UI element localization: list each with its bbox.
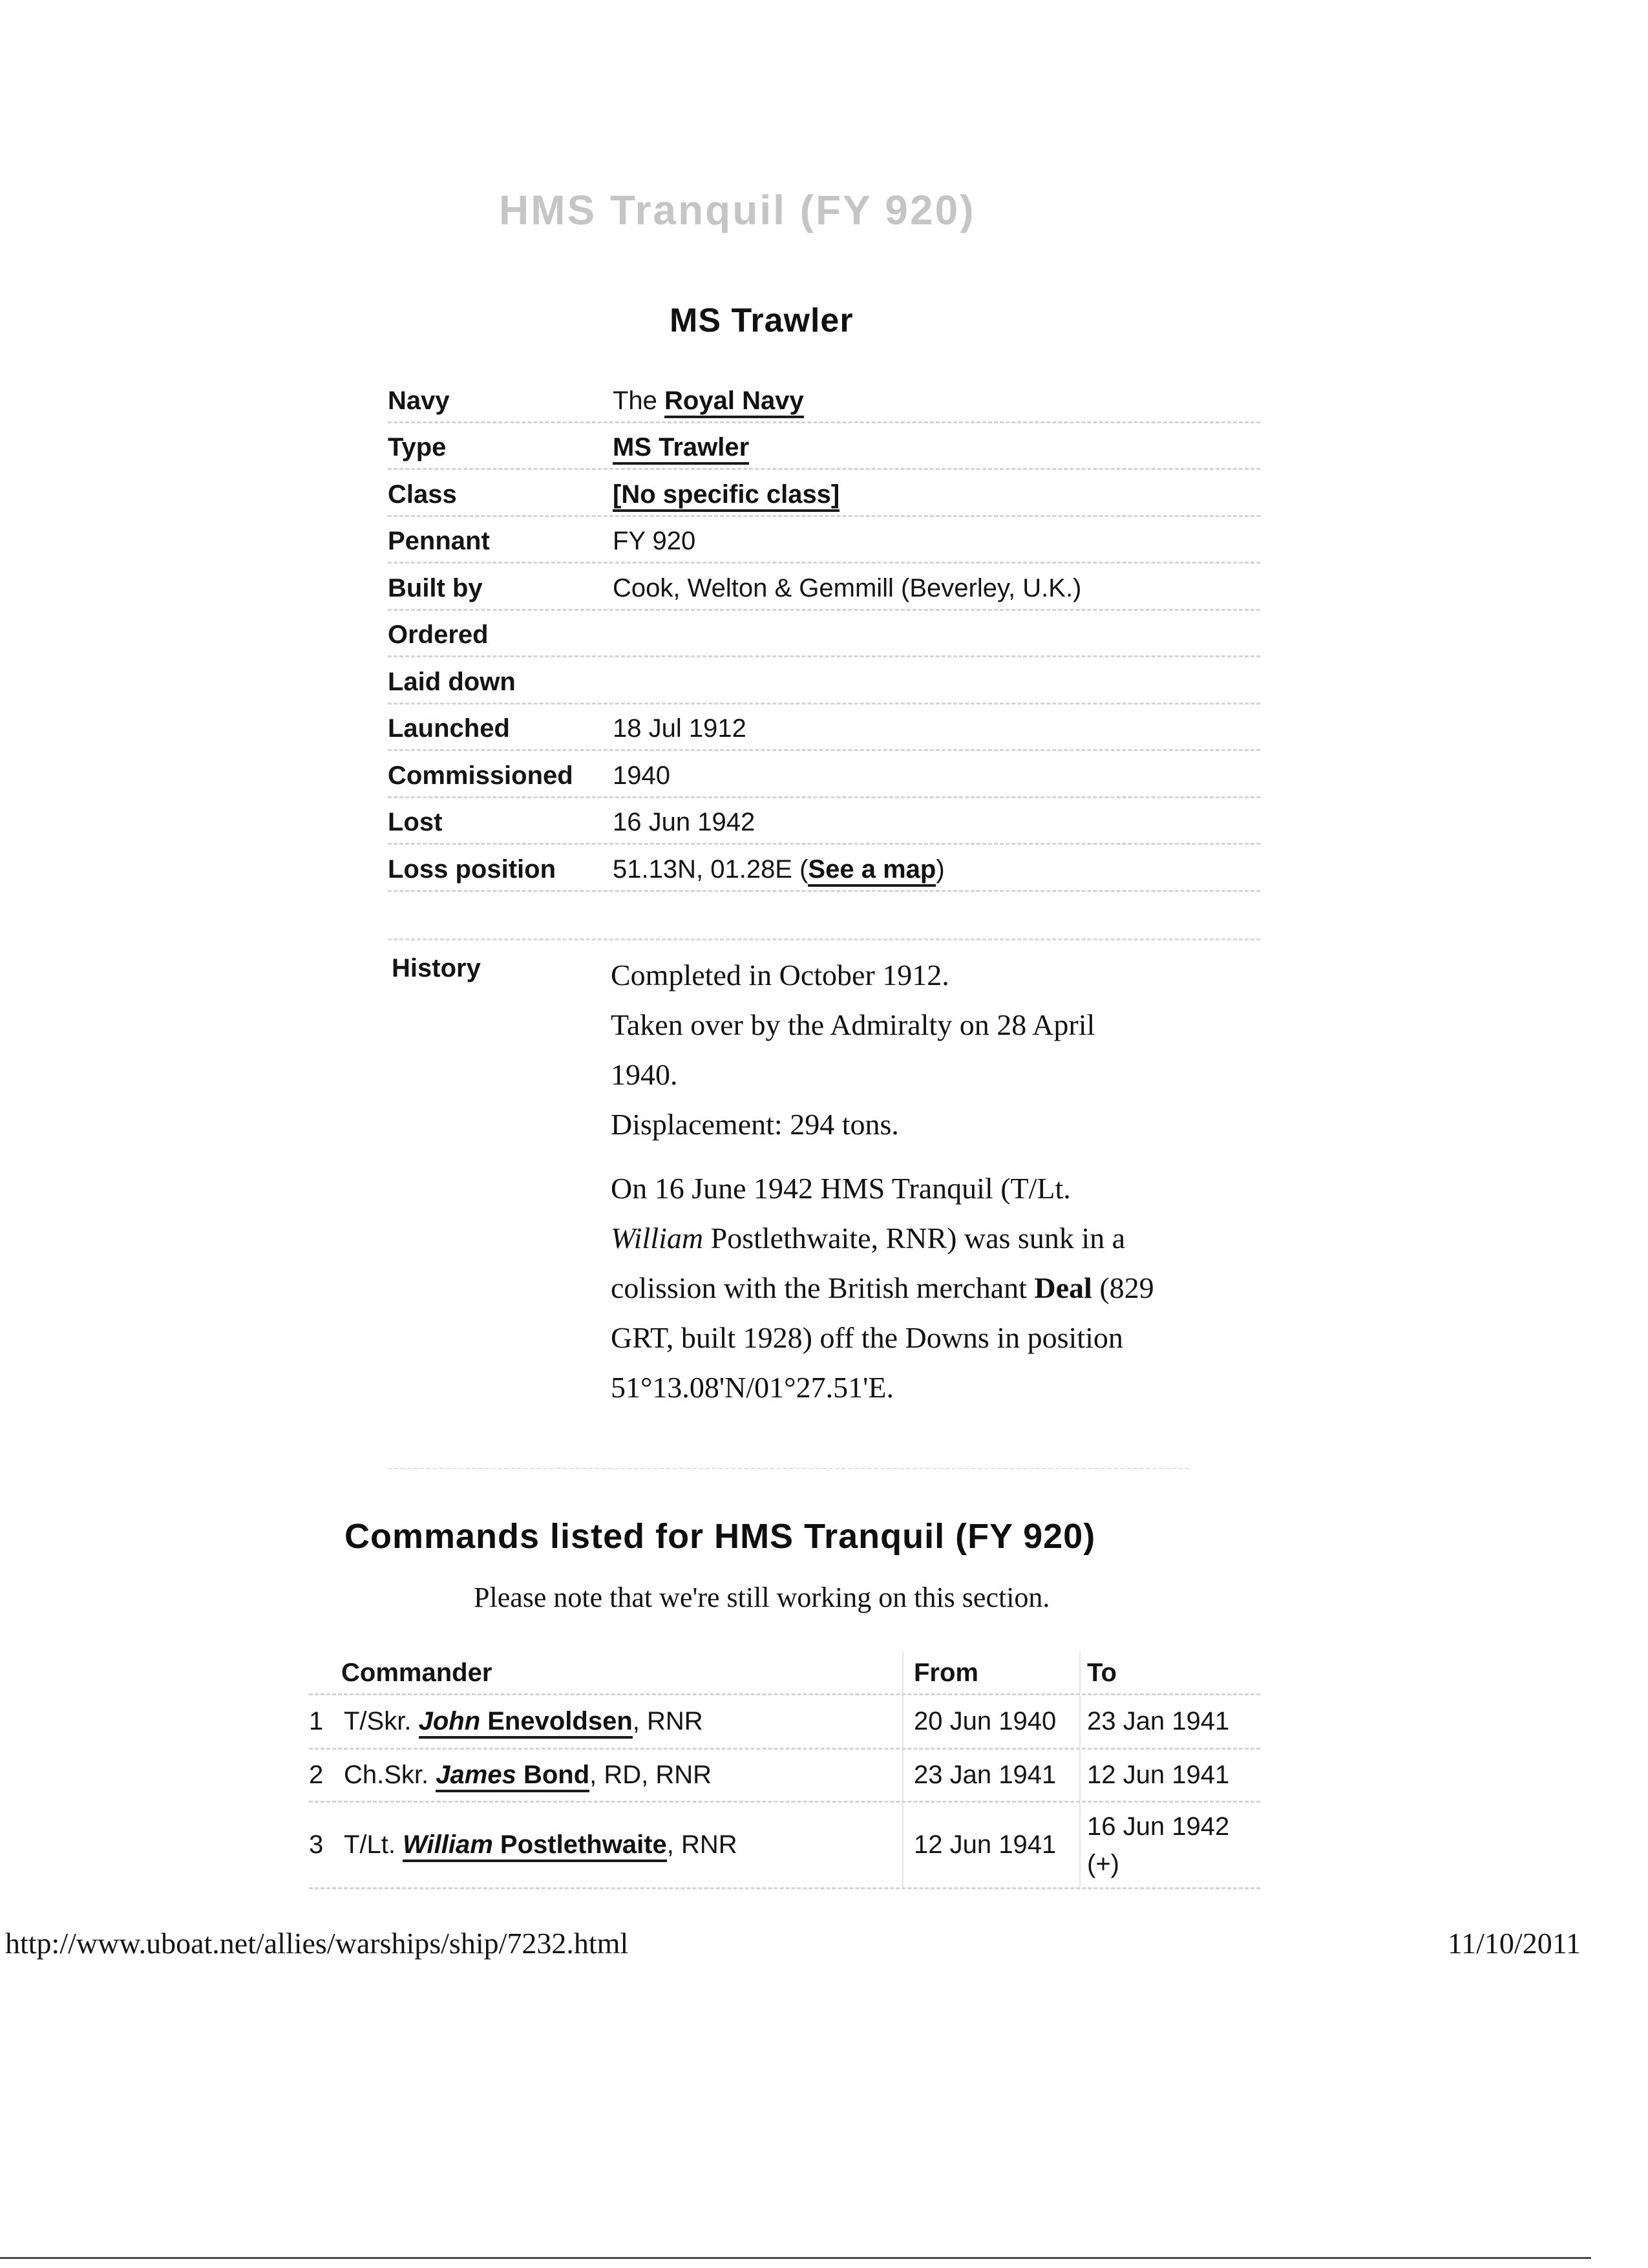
to-column-header: To	[1079, 1652, 1260, 1693]
commander-last-name: Bond	[516, 1761, 590, 1789]
from-cell: 20 Jun 1940	[902, 1695, 1079, 1748]
from-cell: 12 Jun 1941	[902, 1803, 1079, 1887]
killed-marker: (+)	[1087, 1849, 1119, 1878]
spec-label: Navy	[388, 386, 450, 415]
history-line: 1940.	[611, 1058, 678, 1091]
history-line: Taken over by the Admiralty on 28 April	[611, 1008, 1095, 1041]
footer-date: 11/10/2011	[1447, 1927, 1581, 1960]
spec-label: Pennant	[388, 526, 490, 555]
history-paragraph-1	[611, 950, 1192, 1149]
history-line: GRT, built 1928) off the Downs in position	[611, 1321, 1123, 1354]
history-line: Displacement: 294 tons.	[611, 1108, 899, 1141]
commands-note: Please note that we're still working on this section.	[474, 1582, 1050, 1613]
to-cell: 12 Jun 1941	[1079, 1750, 1260, 1801]
spec-label: Loss position	[388, 854, 556, 884]
rank: Ch.Skr.	[344, 1761, 436, 1789]
commander-first-name: John	[418, 1707, 481, 1735]
history-line-text: colission with the British merchant	[611, 1271, 1035, 1304]
section-separator	[388, 1468, 1189, 1469]
history-line: On 16 June 1942 HMS Tranquil (T/Lt.	[611, 1172, 1071, 1205]
bold-ship-name: Deal	[1034, 1271, 1092, 1304]
to-cell	[1079, 1803, 1260, 1887]
to-date: 16 Jun 1942	[1087, 1812, 1230, 1841]
commander-link[interactable]	[436, 1761, 589, 1792]
spec-label: Type	[388, 432, 447, 461]
see-a-map-link[interactable]: See a map	[808, 855, 936, 887]
commander-suffix: , RD, RNR	[589, 1761, 712, 1789]
rank: T/Skr.	[344, 1707, 419, 1735]
spec-label: Ordered	[388, 620, 489, 649]
spec-label: Class	[388, 480, 457, 509]
spec-value	[613, 855, 945, 884]
commander-last-name: Postlethwaite	[492, 1830, 667, 1859]
commands-table-header	[309, 1652, 1260, 1695]
spec-row-loss-position	[388, 849, 1260, 892]
history-line-text: (829	[1092, 1271, 1154, 1304]
spec-value-text: 16 Jun 1942	[613, 807, 755, 836]
spec-value	[613, 433, 749, 462]
history-label: History	[392, 954, 481, 982]
spec-value-text: )	[936, 854, 945, 884]
commander-column-header: Commander	[341, 1658, 492, 1687]
footer-url: http://www.uboat.net/allies/warships/ship/7232.html	[5, 1927, 629, 1960]
history-top-separator	[388, 938, 1260, 940]
spec-row-laid-down	[388, 661, 1260, 705]
spec-value	[613, 480, 840, 509]
spec-row-type	[388, 427, 1260, 470]
history-paragraph-2	[611, 1163, 1192, 1412]
spec-label: Built by	[388, 573, 483, 602]
scan-edge-line	[0, 2257, 1591, 2259]
to-date-lines	[1087, 1808, 1229, 1883]
history-line-text: Postlethwaite, RNR) was sunk in a	[703, 1222, 1126, 1255]
commander-first-name: James	[436, 1761, 516, 1789]
spec-row-commissioned	[388, 755, 1260, 798]
commander-suffix: , RNR	[666, 1830, 737, 1859]
row-number: 2	[309, 1761, 324, 1789]
commander-last-name: Enevoldsen	[480, 1707, 633, 1735]
history-line: Completed in October 1912.	[611, 959, 949, 991]
italic-name: William	[611, 1222, 704, 1255]
spec-row-pennant	[388, 520, 1260, 564]
class-link[interactable]: [No specific class]	[613, 480, 840, 512]
spec-label: Commissioned	[388, 761, 573, 790]
spec-value-text: 51.13N, 01.28E (	[613, 854, 808, 884]
rank: T/Lt.	[344, 1830, 403, 1859]
spec-row-class	[388, 474, 1260, 517]
spec-value-text: Cook, Welton & Gemmill (Beverley, U.K.)	[613, 573, 1082, 602]
spec-value-text: FY 920	[613, 526, 696, 555]
commander-cell	[309, 1830, 902, 1860]
spec-value	[613, 387, 804, 416]
spec-row-lost	[388, 801, 1260, 845]
spec-row-built-by	[388, 567, 1260, 611]
from-cell: 23 Jan 1941	[902, 1750, 1079, 1801]
type-link[interactable]: MS Trawler	[613, 433, 749, 465]
commander-cell	[309, 1707, 902, 1736]
commander-link[interactable]	[419, 1707, 633, 1739]
row-number: 1	[309, 1707, 324, 1735]
spec-label: Launched	[388, 714, 510, 743]
spec-value-text: The	[613, 386, 665, 415]
page-watermark-title: HMS Tranquil (FY 920)	[499, 187, 976, 233]
commander-row	[309, 1695, 1260, 1750]
spec-value-text: 1940	[613, 761, 670, 790]
commands-heading: Commands listed for HMS Tranquil (FY 920)	[344, 1517, 1096, 1556]
history-line	[611, 1263, 1192, 1313]
commander-cell	[309, 1761, 902, 1790]
commander-link[interactable]	[403, 1830, 667, 1862]
row-number: 3	[309, 1830, 324, 1859]
spec-value-text: 18 Jul 1912	[613, 714, 746, 743]
royal-navy-link[interactable]: Royal Navy	[664, 387, 804, 418]
commander-first-name: William	[403, 1830, 493, 1859]
history-line	[611, 1213, 1192, 1263]
page-title: MS Trawler	[670, 302, 854, 339]
to-cell: 23 Jan 1941	[1079, 1695, 1260, 1748]
spec-row-launched	[388, 708, 1260, 751]
commander-suffix: , RNR	[632, 1707, 703, 1735]
commander-row	[309, 1750, 1260, 1803]
commander-row	[309, 1803, 1260, 1889]
spec-label: Lost	[388, 807, 443, 836]
commands-table	[309, 1652, 1260, 1889]
history-line: 51°13.08'N/01°27.51'E.	[611, 1371, 894, 1404]
spec-label: Laid down	[388, 667, 516, 696]
spec-row-ordered	[388, 614, 1260, 657]
from-column-header: From	[902, 1652, 1079, 1693]
spec-row-navy	[388, 380, 1260, 423]
